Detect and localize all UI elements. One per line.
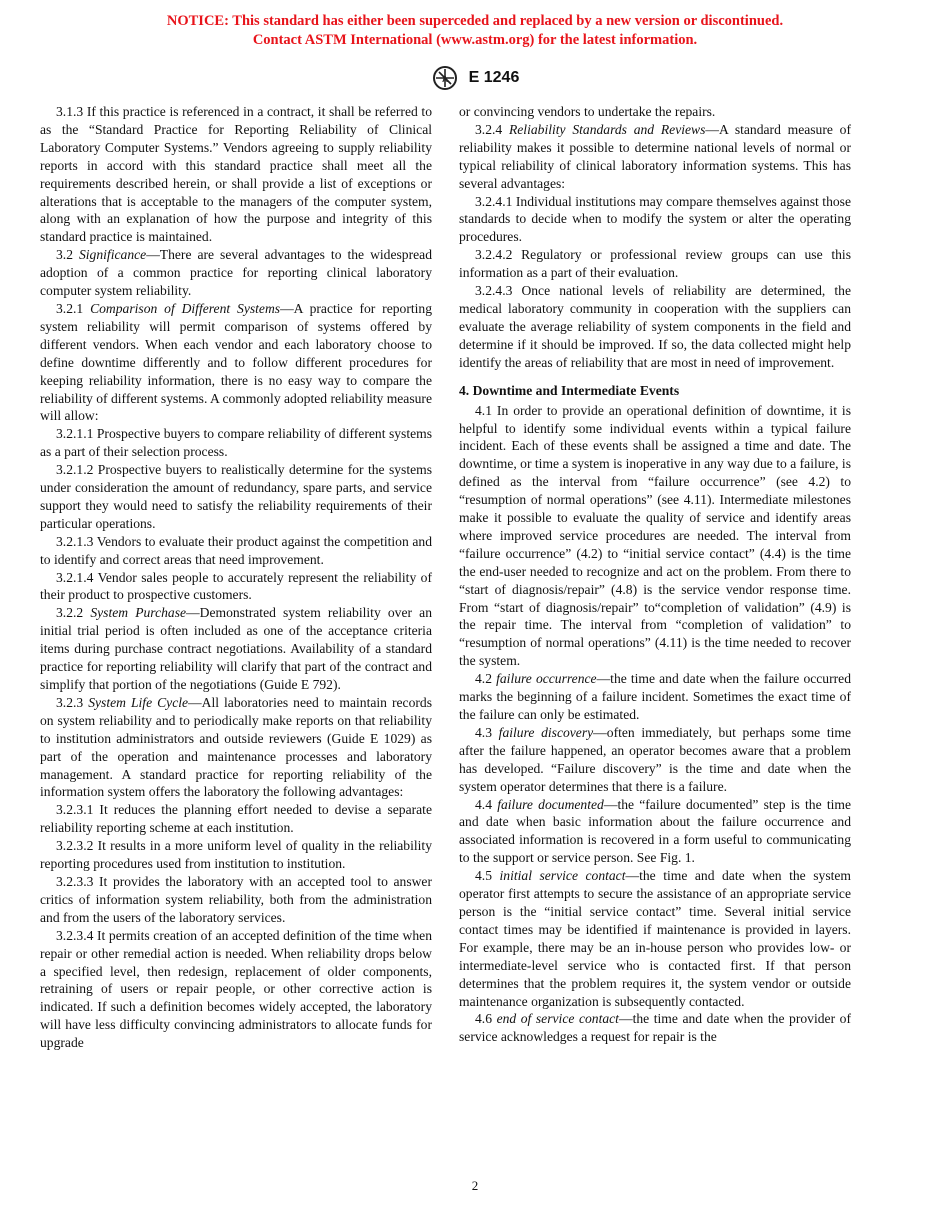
page-header xyxy=(0,64,950,92)
section-4-heading: 4. Downtime and Intermediate Events xyxy=(459,382,680,398)
para-3-2-1-2: 3.2.1.2 Prospective buyers to realistically determine for the systems under consideration the amount of redundancy, spare parts, and service support they would need to satisfy the reliability requirements of their particular operations. xyxy=(40,462,432,531)
para-4-5: 4.5 initial service contact—the time and date when the system operator first attempts to secure the assistance of an appropriate service person is the “initial service contact” time. Several initial service contact times may be identified if maintenance is provided in layers. For example, there may be an in-house person who provides low- or intermediate-level service who is contacted first. If that person determines that the problem requires it, the system vendor or outside maintenance organization is subsequently contacted. xyxy=(459,868,851,1009)
para-3-2-1-3: 3.2.1.3 Vendors to evaluate their product against the competition and to identify and correct areas that need improvement. xyxy=(40,533,432,567)
astm-logo-icon xyxy=(431,64,461,92)
para-continuation: or convincing vendors to undertake the repairs. xyxy=(459,104,716,119)
para-4-2: 4.2 failure occurrence—the time and date when the failure occurred marks the beginning of a failure incident. Sometimes the exact time of the failure can only be estimated. xyxy=(459,671,851,722)
notice-line-1: NOTICE: This standard has either been superceded and replaced by a new version or discontinued. xyxy=(166,13,784,29)
para-3-2-3-1: 3.2.3.1 It reduces the planning effort needed to devise a separate reliability reporting scheme at each institution. xyxy=(40,802,432,836)
notice-line-2: Contact ASTM International (www.astm.org) for the latest information. xyxy=(252,32,698,48)
svg-text:A: A xyxy=(441,75,448,84)
para-3-1-3: 3.1.3 If this practice is referenced in a contract, it shall be referred to as the “Standard Practice for Reporting Reliability of Clinical Laboratory Computer Systems.” Vendors agreeing to supply reliability reports in accord with this standard practice shall meet all the requirements described herein, or shall provide a list of exceptions or alterations that is acceptable to the managers of the computer system, along with an explanation of how the purpose and integrity of this standard practice is maintained. xyxy=(40,104,432,245)
para-3-2-4-2: 3.2.4.2 Regulatory or professional review groups can use this information as a part of their evaluation. xyxy=(459,247,851,281)
para-3-2-1-1: 3.2.1.1 Prospective buyers to compare reliability of different systems as a part of their selection process. xyxy=(40,426,432,460)
para-3-2-4-1: 3.2.4.1 Individual institutions may compare themselves against those standards to decide when to modify the system or alter the operating procedures. xyxy=(459,193,851,245)
para-4-4: 4.4 failure documented—the “failure documented” step is the time and date when basic information about the failure occurrence and associated information is recovered in a form useful to communicating to the support or service person. See Fig. 1. xyxy=(459,796,851,866)
right-column xyxy=(459,103,851,1046)
standard-designation: E 1246 xyxy=(468,69,520,86)
para-4-3: 4.3 failure discovery—often immediately, but perhaps some time after the failure happened, an operator becomes aware that a problem has developed. “Failure discovery” is the time and date when the system operator determines that there is a failure. xyxy=(459,724,852,794)
para-3-2-2: 3.2.2 System Purchase—Demonstrated system reliability over an initial trial period is often included as one of the acceptance criteria items during purchase contract negotiations. Availability of a standard practice for reporting reliability will clarify that part of the contract and simplify that portion of the negotiations (Guide E 792). xyxy=(40,605,432,692)
para-3-2-1-4: 3.2.1.4 Vendor sales people to accurately represent the reliability of their product to prospective customers. xyxy=(40,569,432,603)
para-3-2-4-3: 3.2.4.3 Once national levels of reliability are determined, the medical laboratory community in cooperation with the suppliers can evaluate the average reliability of system components in the field and determine if it should be improved. If so, the data collected might help identify the areas of reliability that are most in need of improvement. xyxy=(459,283,851,370)
para-3-2-4: 3.2.4 Reliability Standards and Reviews—A standard measure of reliability makes it possible to determine national levels of normal or typical reliability of clinical laboratory information systems. This has several advantages: xyxy=(459,121,851,191)
para-3-2-3-3: 3.2.3.3 It provides the laboratory with an accepted tool to answer critics of information system reliability, both from the administration and from the users of the laboratory services. xyxy=(40,873,432,925)
para-4-1: 4.1 In order to provide an operational definition of downtime, it is helpful to identify some individual events within a typical failure incident. Each of these events shall be assigned a time and date. The downtime, or time a system is inoperative in any way due to a failure, is defined as the interval from “failure occurrence” (see 4.2) to “resumption of normal operations” (see 4.11). Intermediate milestones make it possible to evaluate the quality of service and identify areas where improved service procedures are needed. The interval from “failure occurrence” (4.2) to “initial service contact” (4.4) is the time the end-user needed to recognize and act on the problem. From there to “start of diagnosis/repair” (4.8) is the service vendor response time. From “start of diagnosis/repair” to“completion of validation” (4.9) is the repair time. The interval from “completion of validation” to “resumption of normal operations” (4.11) is the time needed to recover the system. xyxy=(459,402,851,669)
para-3-2-3-2: 3.2.3.2 It results in a more uniform level of quality in the reliability reporting procedures used from institution to institution. xyxy=(40,838,432,872)
left-column xyxy=(40,103,432,1052)
para-3-2: 3.2 Significance—There are several advantages to the widespread adoption of a common practice for reporting clinical laboratory computer system reliability. xyxy=(40,247,432,299)
para-3-2-1: 3.2.1 Comparison of Different Systems—A practice for reporting system reliability will permit comparison of systems offered by different vendors. When each vendor and each laboratory choose to define downtime differently and to follow different procedures for keeping reliability information, there is no easy way to compare the reliability of different systems. A commonly adopted reliability measure will allow: xyxy=(40,300,433,424)
para-4-6: 4.6 end of service contact—the time and date when the provider of service acknowledges a request for repair is the xyxy=(459,1011,851,1045)
supersession-notice xyxy=(0,12,950,50)
page-number: 2 xyxy=(471,1178,479,1193)
para-3-2-3-4: 3.2.3.4 It permits creation of an accepted definition of the time when repair or other remedial action is needed. When reliability drops below a specified level, then redesign, replacement of older components, retraining of users or repair people, or other corrective action is indicated. If such a definition becomes widely accepted, the laboratory will have less difficulty convincing administrators to allocate funds for upgrade xyxy=(40,927,432,1051)
para-3-2-3: 3.2.3 System Life Cycle—All laboratories need to maintain records on system reliability and to periodically make reports on that reliability to institution administrators and outside reviewers (Guide E 1029) as part of the operation and maintenance processes and laboratory management. A standard practice for reporting reliability of the information system offers the laboratory the following advantages: xyxy=(40,694,432,800)
